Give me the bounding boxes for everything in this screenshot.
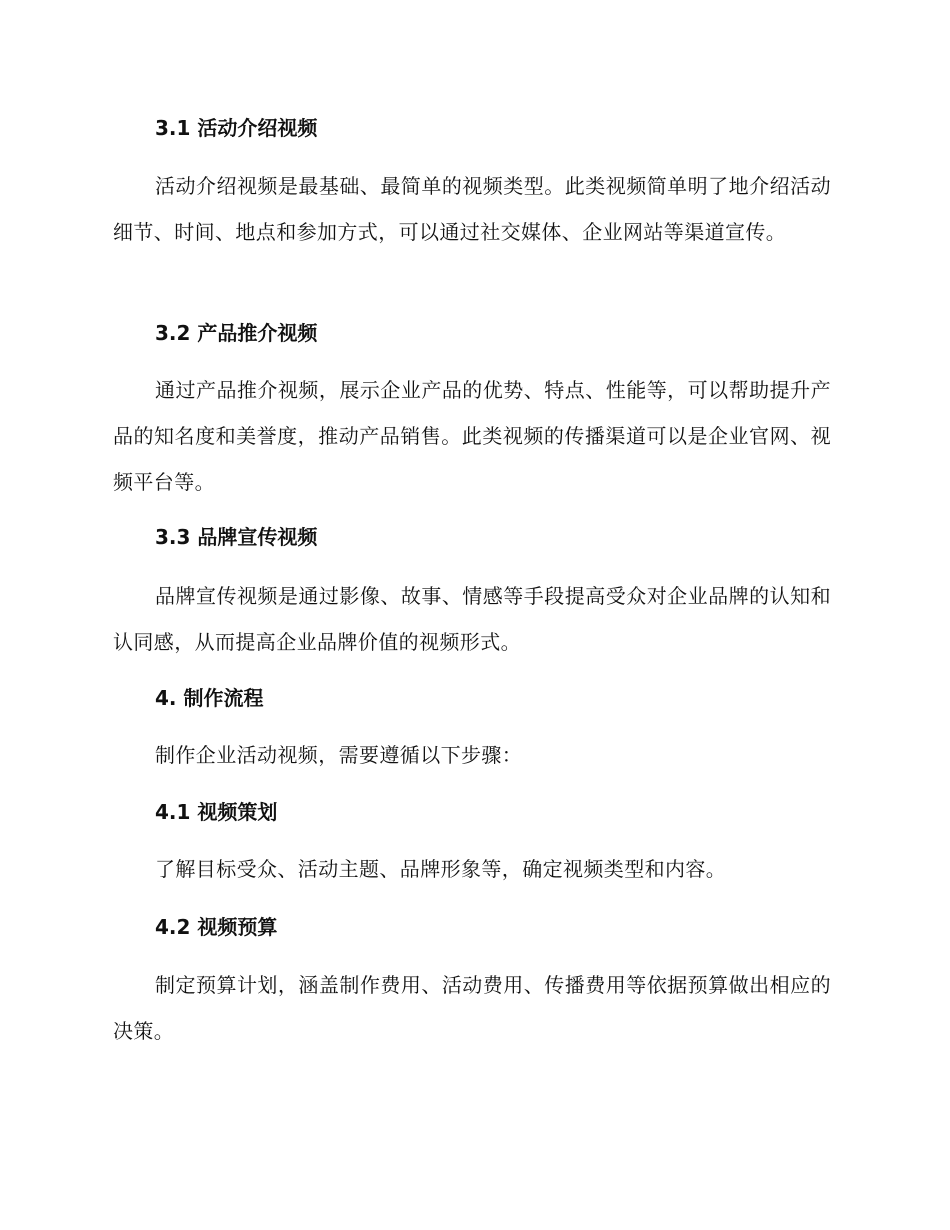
section-heading-3-3: 3.3 品牌宣传视频 — [155, 525, 318, 549]
section-heading-3-1: 3.1 活动介绍视频 — [155, 116, 318, 140]
section-heading-4-2: 4.2 视频预算 — [155, 915, 278, 939]
section-paragraph-3-3: 品牌宣传视频是通过影像、故事、情感等手段提高受众对企业品牌的认知和认同感，从而提高企业品牌价值的视频形式。 — [113, 584, 831, 654]
section-paragraph-4-2: 制定预算计划，涵盖制作费用、活动费用、传播费用等依据预算做出相应的决策。 — [113, 973, 831, 1043]
section-paragraph-4: 制作企业活动视频，需要遵循以下步骤： — [155, 743, 523, 767]
section-paragraph-3-1: 活动介绍视频是最基础、最简单的视频类型。此类视频简单明了地介绍活动细节、时间、地点和参加方式，可以通过社交媒体、企业网站等渠道宣传。 — [113, 174, 831, 244]
section-paragraph-3-2: 通过产品推介视频，展示企业产品的优势、特点、性能等，可以帮助提升产品的知名度和美誉度，推动产品销售。此类视频的传播渠道可以是企业官网、视频平台等。 — [113, 378, 831, 494]
section-heading-4-1: 4.1 视频策划 — [155, 800, 278, 824]
section-paragraph-4-1: 了解目标受众、活动主题、品牌形象等，确定视频类型和内容。 — [155, 857, 727, 881]
section-heading-3-2: 3.2 产品推介视频 — [155, 321, 318, 345]
section-heading-4: 4. 制作流程 — [155, 686, 264, 710]
